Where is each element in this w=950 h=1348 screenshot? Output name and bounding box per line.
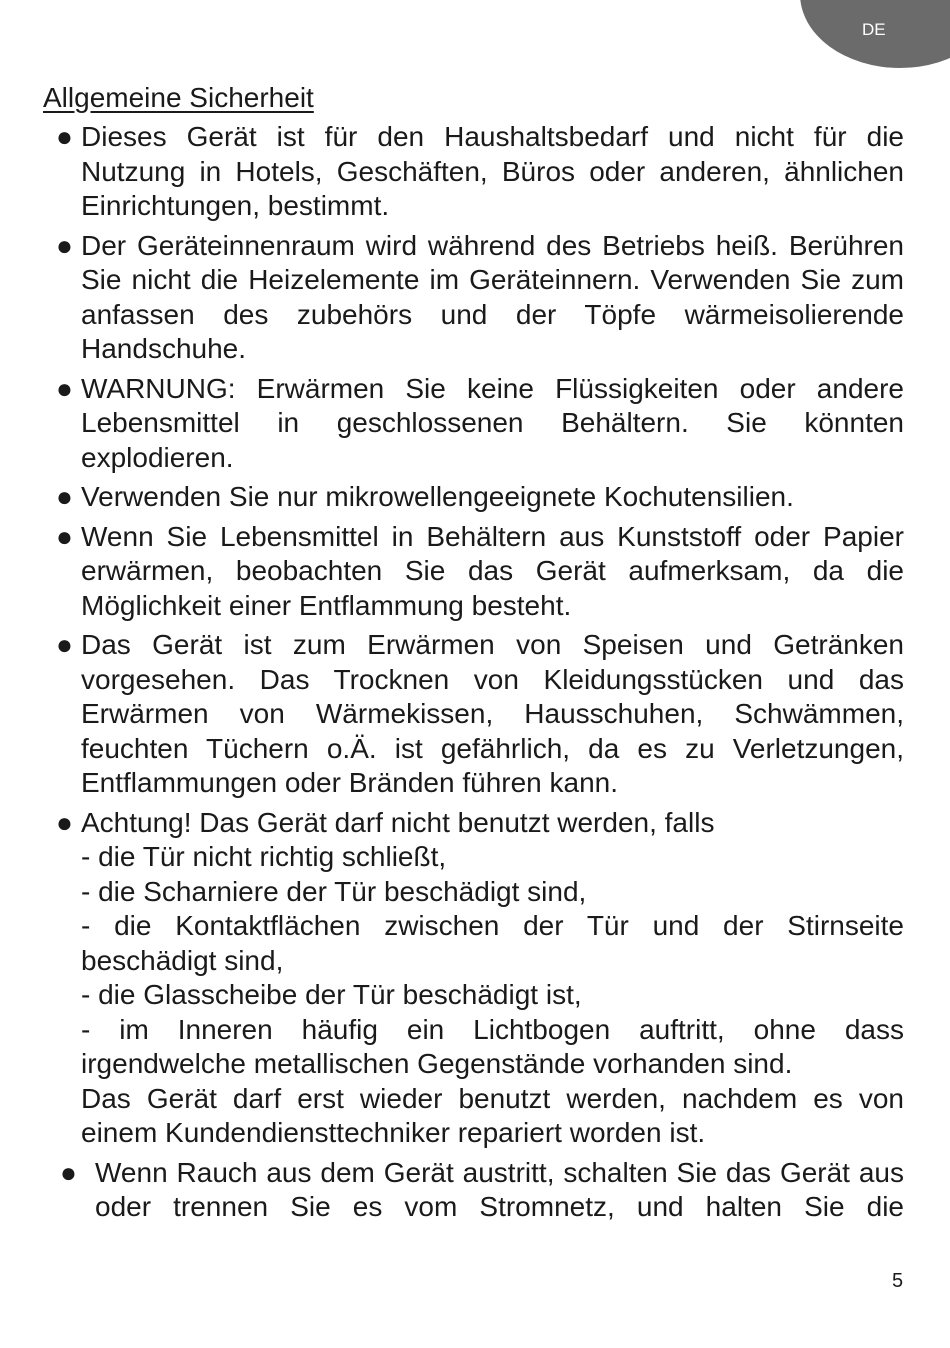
list-item [56, 806, 904, 1151]
bullet-icon: ● [56, 520, 73, 552]
bullet-icon: ● [56, 229, 73, 261]
bullet-icon: ● [60, 1156, 77, 1188]
item-text: Wenn Sie Lebensmittel in Behältern aus Kunststoff oder Papier erwärmen, beobachten Sie das Gerät aufmerksam, da die Möglichkeit einer Entflammung besteht. [81, 520, 904, 621]
safety-list [56, 120, 904, 1230]
warning-condition: - die Scharniere der Tür beschädigt sind, [81, 875, 587, 907]
warning-note: Das Gerät darf erst wieder benutzt werden, nachdem es von einem Kundendiensttechniker repariert worden ist. [81, 1082, 904, 1148]
list-item [56, 229, 904, 367]
item-text: Dieses Gerät ist für den Haushaltsbedarf und nicht für die Nutzung in Hotels, Geschäften, Büros oder anderen, ähnlichen Einrichtungen, bestimmt. [81, 121, 904, 221]
language-label: DE [862, 20, 886, 39]
bullet-icon: ● [56, 481, 73, 512]
list-item [56, 120, 904, 224]
warning-condition: - die Tür nicht richtig schließt, [81, 841, 447, 872]
warning-condition: - die Glasscheibe der Tür beschädigt ist, [81, 979, 582, 1010]
warning-intro: Achtung! Das Gerät darf nicht benutzt werden, falls [81, 806, 715, 838]
warning-condition: - im Inneren häufig ein Lichtbogen auftritt, ohne dass irgendwelche metallischen Gegenstände vorhanden sind. [81, 1013, 904, 1079]
section-title: Allgemeine Sicherheit [43, 82, 314, 113]
list-item [56, 1156, 904, 1225]
item-text: Wenn Rauch aus dem Gerät austritt, schalten Sie das Gerät aus oder trennen Sie es vom Stromnetz, und halten Sie die [95, 1156, 904, 1222]
list-item [56, 480, 904, 515]
list-item [56, 520, 904, 624]
page-number: 5 [892, 1270, 904, 1292]
bullet-icon: ● [56, 806, 73, 838]
bullet-icon: ● [56, 629, 73, 660]
item-text: Der Geräteinnenraum wird während des Betriebs heiß. Berühren Sie nicht die Heizelemente im Geräteinnern. Verwenden Sie zum anfassen des zubehörs und der Töpfe wärmeisolierende Handschuhe. [81, 229, 904, 364]
bullet-icon: ● [56, 121, 73, 152]
list-item [56, 372, 904, 476]
list-item [56, 628, 904, 801]
item-text: WARNUNG: Erwärmen Sie keine Flüssigkeiten oder andere Lebensmittel in geschlossenen Behältern. Sie könnten explodieren. [81, 372, 904, 473]
bullet-icon: ● [56, 372, 73, 404]
item-text: Das Gerät ist zum Erwärmen von Speisen und Getränken vorgesehen. Das Trocknen von Kleidungsstücken und das Erwärmen von Wärmekissen, Hausschuhen, Schwämmen, feuchten Tüchern o.Ä. ist gefährlich, da es zu Verletzungen, Entflammungen oder Bränden führen kann. [81, 629, 904, 798]
item-text: Verwenden Sie nur mikrowellengeeignete Kochutensilien. [81, 481, 794, 512]
warning-condition: - die Kontaktflächen zwischen der Tür und der Stirnseite beschädigt sind, [81, 910, 904, 976]
